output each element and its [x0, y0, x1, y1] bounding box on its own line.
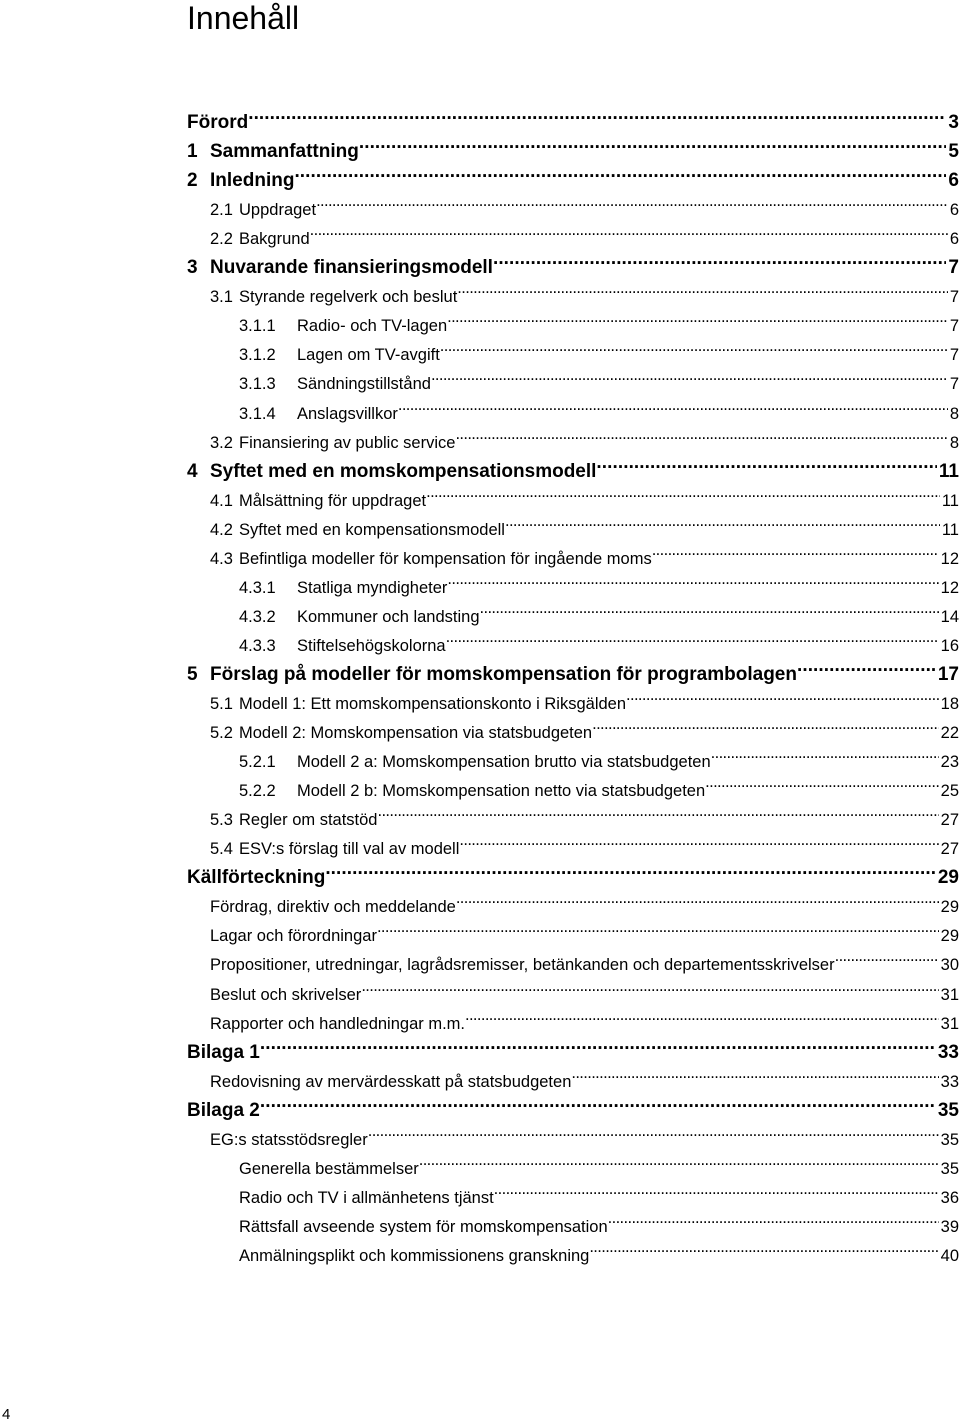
- toc-entry[interactable]: [210, 478, 959, 510]
- toc-entry[interactable]: [239, 1175, 959, 1207]
- toc-entry[interactable]: [210, 1117, 959, 1149]
- toc-entry-number: 4.2: [210, 520, 233, 539]
- toc-entry[interactable]: [187, 1088, 959, 1121]
- toc-entry-title: Radio- och TV-lagen: [297, 317, 448, 336]
- toc-entry[interactable]: [210, 536, 959, 568]
- dot-leader: [465, 1001, 939, 1029]
- toc-entry[interactable]: [239, 391, 959, 423]
- toc-entry-page: 6: [949, 201, 959, 220]
- toc-entry-page: 35: [940, 1130, 959, 1149]
- toc-entry-title: ESV:s förslag till val av modell: [239, 840, 460, 859]
- toc-entry-page: 29: [937, 867, 959, 889]
- page-number: 4: [2, 1406, 11, 1423]
- toc-entry-title: Modell 2: Momskompensation via statsbudgeten: [239, 724, 593, 743]
- toc-entry-page: 40: [940, 1246, 959, 1265]
- toc-entry[interactable]: [210, 710, 959, 743]
- dot-leader: [835, 942, 939, 970]
- toc-entry-page: 23: [940, 753, 959, 772]
- toc-entry-title: Statliga myndigheter: [297, 578, 448, 597]
- dot-leader: [455, 420, 947, 448]
- toc-entry-number: 4.3.2: [239, 607, 276, 626]
- toc-entry-title: Förslag på modeller för momskompensation för programbolagen: [210, 663, 797, 685]
- toc-entry-title: Källförteckning: [187, 867, 326, 889]
- toc-entry-title: Bilaga 1: [187, 1041, 260, 1063]
- toc-entry-page: 29: [940, 898, 959, 917]
- toc-entry-page: 35: [940, 1159, 959, 1178]
- dot-leader: [447, 565, 938, 593]
- dot-leader: [377, 797, 938, 825]
- dot-leader: [571, 1059, 938, 1087]
- toc-entry-page: 33: [937, 1041, 959, 1063]
- toc-entry-number: 5.2: [210, 724, 233, 743]
- toc-entry-number: 5: [187, 663, 198, 685]
- toc-entry-number: 2.2: [210, 230, 233, 249]
- toc-entry-page: 6: [949, 230, 959, 249]
- dot-leader: [493, 245, 946, 273]
- toc-entry-number: 4.1: [210, 491, 233, 510]
- toc-entry[interactable]: [210, 187, 959, 220]
- dot-leader: [294, 158, 946, 186]
- toc-entry-title: Beslut och skrivelser: [210, 985, 362, 1004]
- toc-entry-title: Finansiering av public service: [239, 433, 456, 452]
- toc-entry[interactable]: [210, 884, 959, 917]
- toc-entry-page: 14: [940, 607, 959, 626]
- toc-entry-title: Radio och TV i allmänhetens tjänst: [239, 1188, 494, 1207]
- dot-leader: [310, 216, 948, 244]
- toc-entry[interactable]: [187, 652, 959, 685]
- toc-entry-page: 5: [948, 141, 959, 163]
- toc-entry[interactable]: [239, 594, 959, 626]
- toc-entry-title: Sändningstillstånd: [297, 375, 431, 394]
- dot-leader: [325, 855, 936, 883]
- toc-entry-title: Rättsfall avseende system för momskompensation: [239, 1217, 608, 1236]
- dot-leader: [260, 1030, 936, 1058]
- toc-entry[interactable]: [210, 942, 959, 975]
- toc-entry[interactable]: [187, 449, 959, 482]
- toc-entry[interactable]: [239, 739, 959, 772]
- toc-entry-title: Modell 2 a: Momskompensation brutto via statsbudgeten: [297, 753, 711, 772]
- toc-entry-page: 7: [948, 257, 959, 279]
- toc-entry[interactable]: [239, 1204, 959, 1236]
- toc-entry[interactable]: [239, 1233, 959, 1265]
- toc-entry-page: 6: [948, 170, 959, 192]
- toc-entry-number: 3: [187, 257, 198, 279]
- toc-entry-title: Sammanfattning: [210, 141, 359, 163]
- toc-entry-page: 25: [940, 782, 959, 801]
- toc-entry-title: Uppdraget: [239, 201, 317, 220]
- toc-entry[interactable]: [210, 420, 959, 452]
- toc-entry-title: Rapporter och handledningar m.m.: [210, 1014, 465, 1033]
- toc-entry-number: 3.1.4: [239, 404, 276, 423]
- dot-leader: [457, 274, 948, 302]
- toc-entry-page: 8: [949, 404, 959, 423]
- toc-entry-title: Anslagsvillkor: [297, 404, 398, 423]
- toc-entry-title: Stiftelsehögskolorna: [297, 636, 446, 655]
- toc-entry[interactable]: [187, 855, 959, 889]
- toc-entry-page: 18: [940, 695, 959, 713]
- toc-entry-number: 5.1: [210, 695, 233, 713]
- toc-entry-title: Lagen om TV-avgift: [297, 346, 440, 365]
- dot-leader: [505, 507, 940, 535]
- toc-entry[interactable]: [239, 1146, 959, 1178]
- toc-entry[interactable]: [210, 681, 959, 713]
- dot-leader: [398, 391, 948, 419]
- toc-entry-number: 4.3: [210, 549, 233, 568]
- toc-entry[interactable]: [210, 913, 959, 946]
- toc-entry[interactable]: [239, 303, 959, 336]
- dot-leader: [592, 710, 939, 738]
- dot-leader: [652, 536, 939, 564]
- toc-entry[interactable]: [239, 361, 959, 394]
- toc-entry-page: 31: [940, 1014, 959, 1033]
- toc-entry[interactable]: [187, 129, 959, 163]
- dot-leader: [711, 739, 939, 767]
- toc-entry-number: 3.1.2: [239, 346, 276, 365]
- toc-entry[interactable]: [210, 972, 959, 1004]
- toc-entry-number: 3.1.3: [239, 375, 276, 394]
- toc-entry-number: 3.2: [210, 433, 233, 452]
- toc-entry-title: Syftet med en kompensationsmodell: [239, 520, 505, 539]
- dot-leader: [377, 913, 939, 941]
- toc-entry-number: 5.2.2: [239, 782, 276, 801]
- dot-leader: [459, 826, 938, 854]
- toc-entry-page: 33: [940, 1072, 959, 1091]
- toc-entry-page: 7: [949, 317, 959, 336]
- dot-leader: [426, 478, 940, 506]
- toc-entry-page: 12: [940, 578, 959, 597]
- toc-entry-title: Fördrag, direktiv och meddelande: [210, 898, 456, 917]
- dot-leader: [705, 768, 938, 796]
- toc-entry-page: 29: [940, 927, 959, 946]
- toc-entry-page: 31: [940, 985, 959, 1004]
- dot-leader: [260, 1088, 936, 1116]
- toc-entry[interactable]: [210, 826, 959, 859]
- dot-leader: [456, 884, 939, 912]
- toc-entry[interactable]: [239, 332, 959, 365]
- toc-entry-page: 16: [940, 636, 959, 655]
- toc-entry-title: Bilaga 2: [187, 1099, 260, 1121]
- toc-entry[interactable]: [210, 797, 959, 830]
- toc-entry[interactable]: [210, 1001, 959, 1033]
- toc-entry-page: 27: [940, 840, 959, 859]
- toc-entry-page: 36: [940, 1188, 959, 1207]
- toc-entry-page: 12: [940, 549, 959, 568]
- toc-entry-title: Kommuner och landsting: [297, 607, 480, 626]
- toc-entry-title: Modell 1: Ett momskompensationskonto i Riksgälden: [239, 695, 627, 713]
- toc-entry[interactable]: [239, 768, 959, 801]
- dot-leader: [368, 1117, 939, 1145]
- toc-entry-page: 30: [940, 956, 959, 975]
- dot-leader: [447, 303, 948, 331]
- toc-entry-page: 11: [941, 491, 959, 510]
- toc-entry-number: 4.3.3: [239, 636, 276, 655]
- dot-leader: [440, 332, 948, 360]
- toc-entry-page: 17: [937, 663, 959, 685]
- toc-entry-number: 1: [187, 141, 198, 163]
- toc-entry-number: 2.1: [210, 201, 233, 220]
- toc-entry-page: 22: [940, 724, 959, 743]
- toc-entry-number: 5.3: [210, 811, 233, 830]
- toc-entry-number: 4: [187, 460, 198, 482]
- toc-entry-number: 2: [187, 170, 198, 192]
- toc-entry[interactable]: [210, 274, 959, 307]
- toc-entry-page: 11: [938, 460, 959, 482]
- toc-entry-title: Syftet med en momskompensationsmodell: [210, 460, 597, 482]
- toc-entry-number: 5.4: [210, 840, 233, 859]
- toc-entry[interactable]: [187, 1030, 959, 1063]
- toc-entry-title: Lagar och förordningar: [210, 927, 377, 946]
- toc-entry-title: Generella bestämmelser: [239, 1159, 419, 1178]
- toc-entry-page: 35: [937, 1099, 959, 1121]
- toc-entry-title: Inledning: [210, 170, 295, 192]
- dot-leader: [596, 449, 936, 477]
- toc-entry-page: 8: [949, 433, 959, 452]
- toc-entry-page: 7: [949, 375, 959, 394]
- dot-leader: [608, 1204, 939, 1232]
- dot-leader: [316, 187, 948, 215]
- dot-leader: [361, 972, 938, 1000]
- dot-leader: [494, 1175, 939, 1203]
- toc-entry-page: 7: [949, 346, 959, 365]
- toc-entry[interactable]: [239, 565, 959, 597]
- toc-entry-number: 3.1.1: [239, 317, 276, 336]
- toc-entry-title: Propositioner, utredningar, lagrådsremisser, betänkanden och departementsskrivelser: [210, 956, 835, 975]
- toc-entry-number: 5.2.1: [239, 753, 276, 772]
- dot-leader: [589, 1233, 938, 1261]
- toc-entry-page: 3: [948, 112, 959, 133]
- toc-entry-title: Befintliga modeller för kompensation för ingående moms: [239, 549, 652, 568]
- toc-entry[interactable]: [187, 245, 959, 279]
- toc-entry[interactable]: [239, 623, 959, 655]
- toc-entry-title: Regler om statstöd: [239, 811, 378, 830]
- toc-entry-title: Redovisning av mervärdesskatt på statsbudgeten: [210, 1072, 572, 1091]
- toc-entry[interactable]: [210, 507, 959, 539]
- dot-leader: [480, 594, 939, 622]
- dot-leader: [248, 100, 946, 128]
- dot-leader: [359, 129, 947, 157]
- dot-leader: [626, 681, 939, 709]
- toc-entry-number: 4.3.1: [239, 578, 276, 597]
- toc-entry-page: 7: [949, 288, 959, 307]
- toc-entry-title: Modell 2 b: Momskompensation netto via statsbudgeten: [297, 782, 706, 801]
- dot-leader: [431, 361, 948, 389]
- toc-entry-title: Målsättning för uppdraget: [239, 491, 427, 510]
- toc-entry-page: 11: [941, 520, 959, 539]
- toc-entry[interactable]: [210, 216, 959, 249]
- toc-entry-title: Nuvarande finansieringsmodell: [210, 257, 493, 279]
- toc-entry-page: 27: [940, 811, 959, 830]
- dot-leader: [446, 623, 939, 651]
- toc-entry-title: EG:s statsstödsregler: [210, 1130, 368, 1149]
- dot-leader: [419, 1146, 939, 1174]
- toc-entry-page: 39: [940, 1217, 959, 1236]
- dot-leader: [797, 652, 936, 680]
- toc-entry-title: Bakgrund: [239, 230, 310, 249]
- toc-entry[interactable]: [187, 158, 959, 192]
- page-title: Innehåll: [187, 0, 300, 36]
- toc-entry-title: Förord: [187, 112, 249, 133]
- toc-entry-title: Styrande regelverk och beslut: [239, 288, 458, 307]
- toc-entry[interactable]: [210, 1059, 959, 1091]
- toc-entry-number: 3.1: [210, 288, 233, 307]
- toc-entry[interactable]: [187, 100, 959, 133]
- toc-entry-title: Anmälningsplikt och kommissionens granskning: [239, 1246, 590, 1265]
